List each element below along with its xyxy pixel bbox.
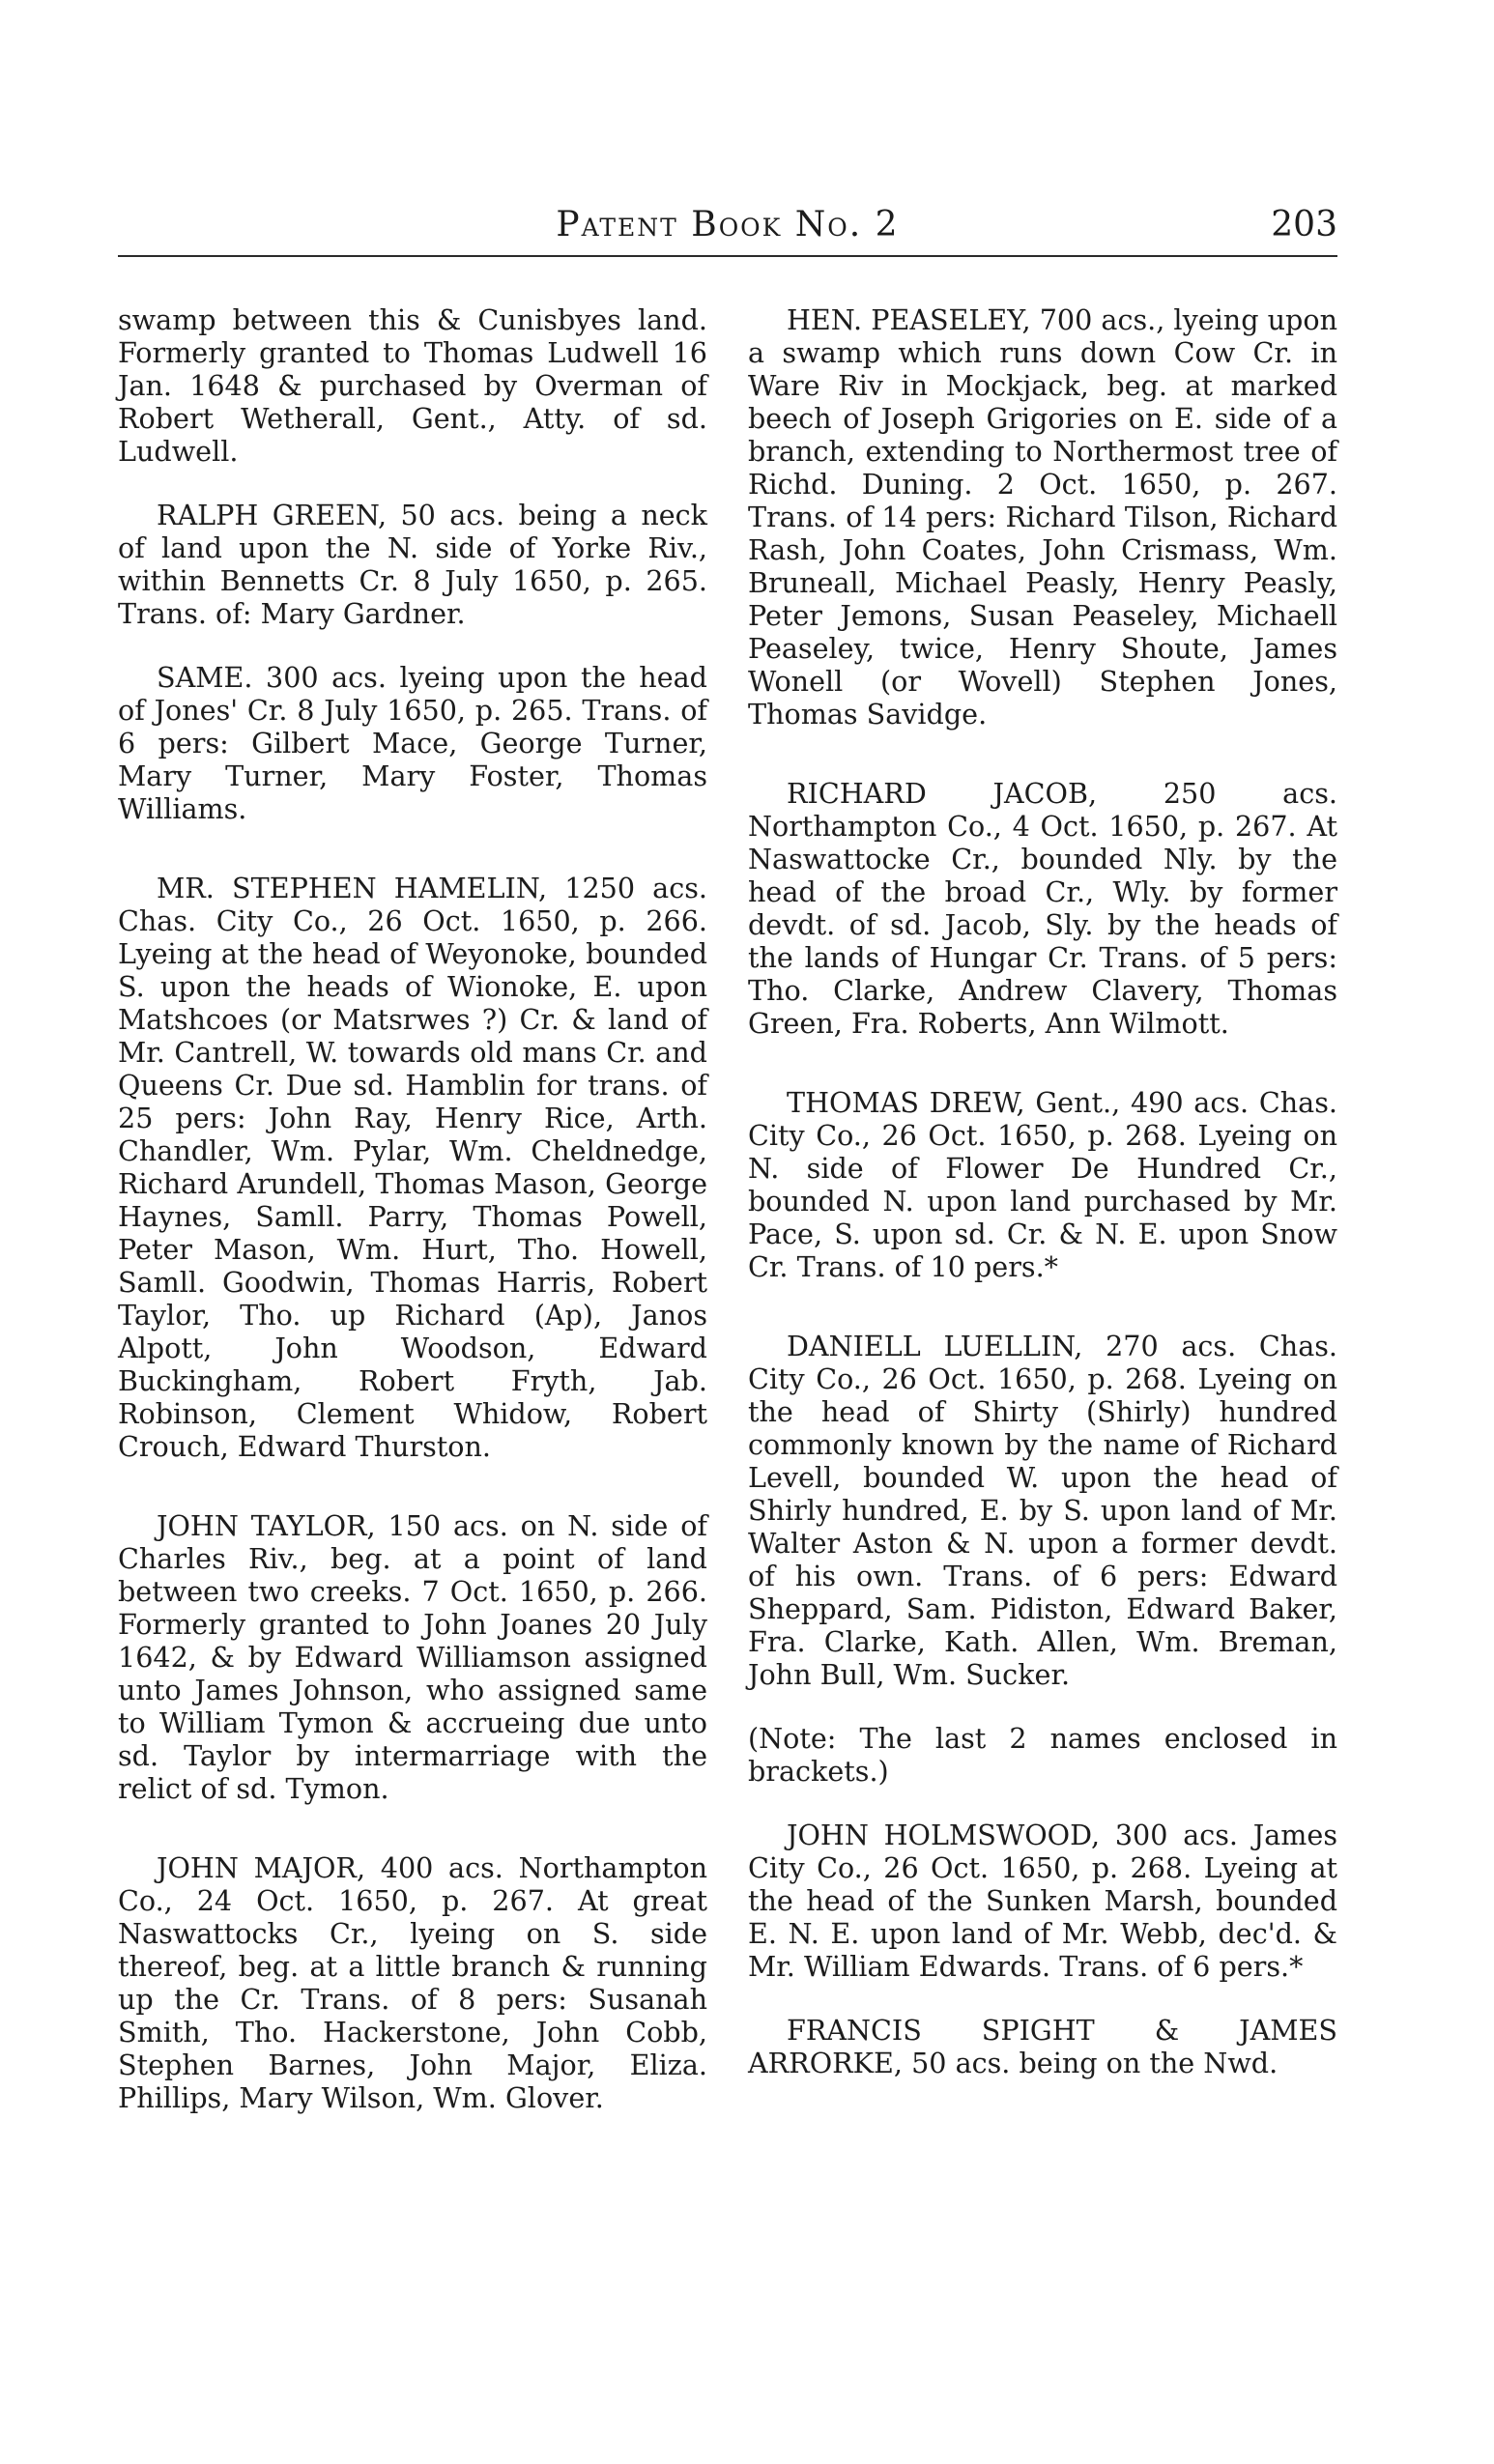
patent-entry: MR. STEPHEN HAMELIN, 1250 acs. Chas. City Co., 26 Oct. 1650, p. 266. Lyeing at the head of Weyonoke, bounded S. upon the heads of Wionoke, E. upon Matshcoes (or Matsrwes ?) Cr. & land of Mr. Cantrell, W. towards old mans Cr. and Queens Cr. Due sd. Hamblin for trans. of 25 pers: John Ray, Henry Rice, Arth. Chandler, Wm. Pylar, Wm. Cheldnedge, Richard Arundell, Thomas Mason, George Haynes, Samll. Parry, Thomas Powell, Peter Mason, Wm. Hurt, Tho. Howell, Samll. Goodwin, Thomas Harris, Robert Taylor, Tho. up Richard (Ap), Janos Alpott, John Woodson, Edward Buckingham, Robert Fryth, Jab. Robinson, Clement Whidow, Robert Crouch, Edward Thurston.	[118, 872, 707, 1463]
editor-note: (Note: The last 2 names enclosed in brackets.)	[748, 1722, 1337, 1788]
patent-entry: JOHN MAJOR, 400 acs. Northampton Co., 24 Oct. 1650, p. 267. At great Naswattocks Cr., lyeing on S. side thereof, beg. at a little branch & running up the Cr. Trans. of 8 pers: Susanah Smith, Tho. Hackerstone, John Cobb, Stephen Barnes, John Major, Eliza. Phillips, Mary Wilson, Wm. Glover.	[118, 1851, 707, 2114]
patent-entry: HEN. PEASELEY, 700 acs., lyeing upon a swamp which runs down Cow Cr. in Ware Riv in Mockjack, beg. at marked beech of Joseph Grigories on E. side of a branch, extending to Northermost tree of Richd. Duning. 2 Oct. 1650, p. 267. Trans. of 14 pers: Richard Tilson, Richard Rash, John Coates, John Crismass, Wm. Bruneall, Michael Peasly, Henry Peasly, Peter Jemons, Susan Peaseley, Michaell Peaseley, twice, Henry Shoute, James Wonell (or Wovell) Stephen Jones, Thomas Savidge.	[748, 303, 1337, 731]
patent-entry: JOHN HOLMSWOOD, 300 acs. James City Co., 26 Oct. 1650, p. 268. Lyeing at the head of the Sunken Marsh, bounded E. N. E. upon land of Mr. Webb, dec'd. & Mr. William Edwards. Trans. of 6 pers.*	[748, 1819, 1337, 1983]
running-title: Patent Book No. 2	[556, 205, 900, 244]
patent-entry: RICHARD JACOB, 250 acs. Northampton Co., 4 Oct. 1650, p. 267. At Naswattocke Cr., bounded Nly. by the head of the broad Cr., Wly. by former devdt. of sd. Jacob, Sly. by the heads of the lands of Hungar Cr. Trans. of 5 pers: Tho. Clarke, Andrew Clavery, Thomas Green, Fra. Roberts, Ann Wilmott.	[748, 777, 1337, 1040]
running-header	[118, 201, 1337, 257]
patent-entry: JOHN TAYLOR, 150 acs. on N. side of Charles Riv., beg. at a point of land between two creeks. 7 Oct. 1650, p. 266. Formerly granted to John Joanes 20 July 1642, & by Edward Williamson assigned unto James Johnson, who assigned same to William Tymon & accrueing due unto sd. Taylor by intermarriage with the relict of sd. Tymon.	[118, 1509, 707, 1805]
patent-entry: DANIELL LUELLIN, 270 acs. Chas. City Co., 26 Oct. 1650, p. 268. Lyeing on the head of Shirty (Shirly) hundred commonly known by the name of Richard Levell, bounded W. upon the head of Shirly hundred, E. by S. upon land of Mr. Walter Aston & N. upon a former devdt. of his own. Trans. of 6 pers: Edward Sheppard, Sam. Pidiston, Edward Baker, Fra. Clarke, Kath. Allen, Wm. Breman, John Bull, Wm. Sucker.	[748, 1330, 1337, 1691]
page-number: 203	[1271, 205, 1337, 244]
right-column	[748, 303, 1337, 2110]
patent-entry: swamp between this & Cunisbyes land. Formerly granted to Thomas Ludwell 16 Jan. 1648 & purchased by Overman of Robert Wetherall, Gent., Atty. of sd. Ludwell.	[118, 303, 707, 468]
patent-entry: RALPH GREEN, 50 acs. being a neck of land upon the N. side of Yorke Riv., within Bennetts Cr. 8 July 1650, p. 265. Trans. of: Mary Gardner.	[118, 499, 707, 630]
patent-entry: SAME. 300 acs. lyeing upon the head of Jones' Cr. 8 July 1650, p. 265. Trans. of 6 pers: Gilbert Mace, George Turner, Mary Turner, Mary Foster, Thomas Williams.	[118, 661, 707, 825]
left-column	[118, 303, 707, 2145]
patent-entry: THOMAS DREW, Gent., 490 acs. Chas. City Co., 26 Oct. 1650, p. 268. Lyeing on N. side of Flower De Hundred Cr., bounded N. upon land purchased by Mr. Pace, S. upon sd. Cr. & N. E. upon Snow Cr. Trans. of 10 pers.*	[748, 1086, 1337, 1283]
patent-entry: FRANCIS SPIGHT & JAMES ARRORKE, 50 acs. being on the Nwd.	[748, 2014, 1337, 2079]
